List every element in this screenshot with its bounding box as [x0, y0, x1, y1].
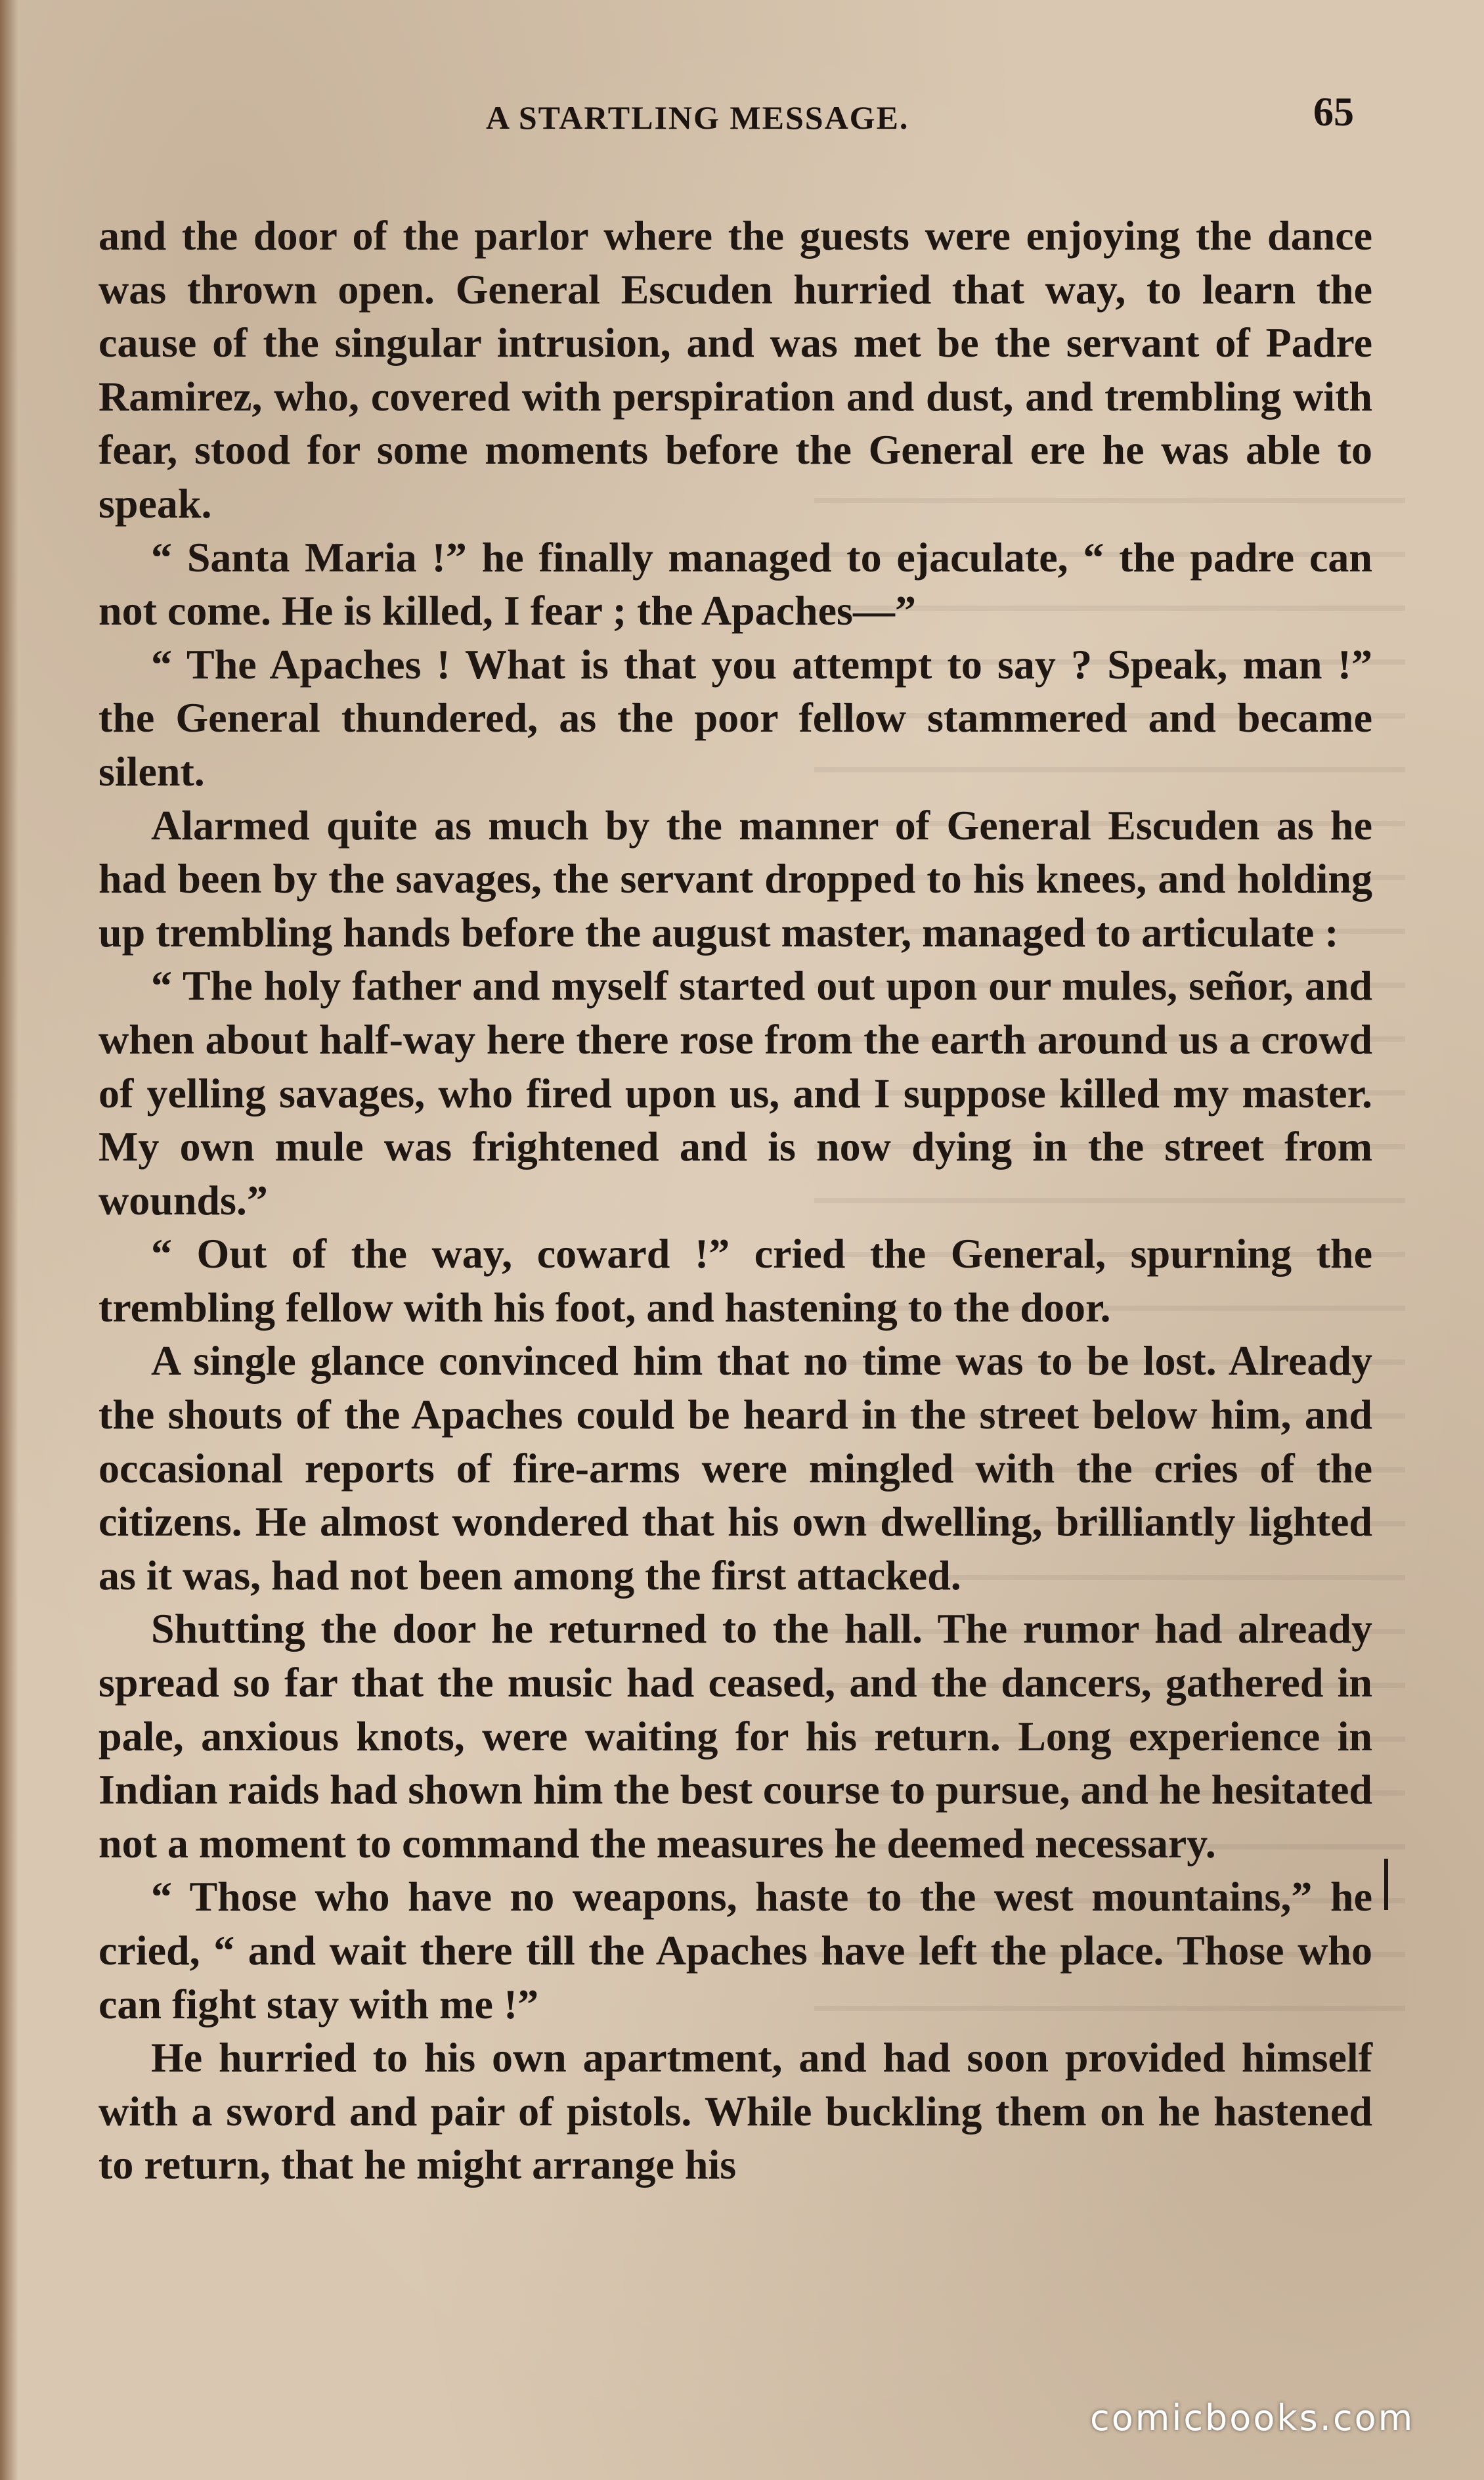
page-number: 65 [1313, 90, 1354, 135]
paragraph: “ Santa Maria !” he finally managed to ejaculate, “ the padre can not come. He is killed, I fear ; the Apaches—” [98, 533, 1372, 634]
page-edge-shadow [0, 0, 18, 2480]
running-title: A STARTLING MESSAGE. [486, 99, 909, 136]
paragraph: A single glance convinced him that no time was to be lost. Already the shouts of the Apaches could be heard in the street below him, and occasional reports of fire-arms were mingled with the cries of the citizens. He almost wondered that his own dwelling, brilliantly lighted as it was, had not been among the first attacked. [98, 1337, 1372, 1599]
paragraph: Alarmed quite as much by the manner of General Escuden as he had been by the savages, the servant dropped to his knees, and holding up trembling hands before the august master, managed to articulate : [98, 801, 1372, 956]
paragraph: “ The Apaches ! What is that you attempt to say ? Speak, man !” the General thundered, as the poor fellow stammered and became silent. [98, 640, 1372, 795]
paragraph: He hurried to his own apartment, and had soon provided himself with a sword and pair of pistols. While buckling them on he hastened to return, that he might arrange his [98, 2034, 1372, 2188]
body-text [98, 209, 1372, 2192]
paragraph: “ The holy father and myself started out upon our mules, señor, and when about half-way here there rose from the earth around us a crowd of yelling savages, who fired upon us, and I suppose killed my master. My own mule was frightened and is now dying in the street from wounds.” [98, 962, 1372, 1224]
paragraph: “ Out of the way, coward !” cried the General, spurning the trembling fellow with his foot, and hastening to the door. [98, 1230, 1372, 1331]
paragraph: Shutting the door he returned to the hall. The rumor had already spread so far that the music had ceased, and the dancers, gathered in pale, anxious knots, were waiting for his return. Long experience in Indian raids had shown him the best course to pursue, and he hesitated not a moment to command the measures he deemed necessary. [98, 1605, 1372, 1867]
margin-mark [1384, 1859, 1388, 1910]
paragraph: and the door of the parlor where the guests were enjoying the dance was thrown open. General Escuden hurried that way, to learn the cause of the singular intrusion, and was met be the servant of Padre Ramirez, who, covered with perspiration and dust, and trembling with fear, stood for some moments before the General ere he was able to speak. [98, 212, 1372, 527]
paragraph: “ Those who have no weapons, haste to the west mountains,” he cried, “ and wait there till the Apaches have left the place. Those who can fight stay with me !” [98, 1873, 1372, 2027]
watermark: comicbooks.com [1090, 2397, 1415, 2439]
